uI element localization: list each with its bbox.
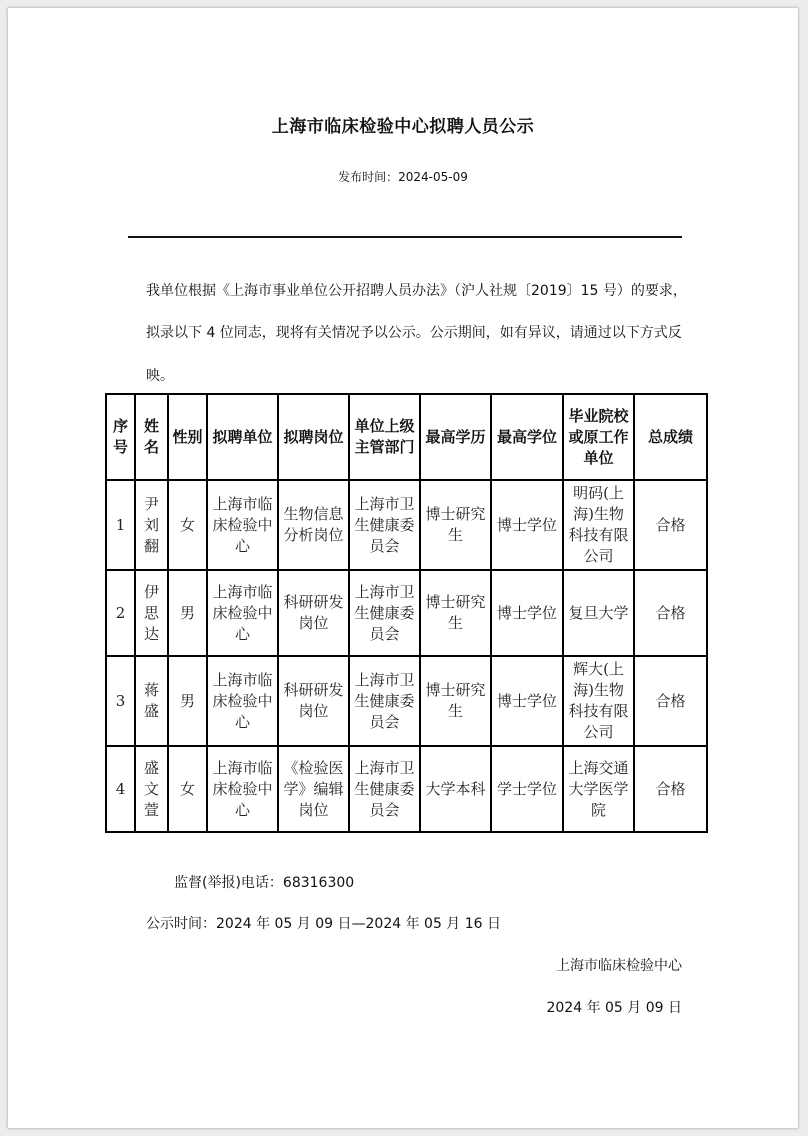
cell-gender: 男 xyxy=(168,656,207,746)
cell-no: 2 xyxy=(106,570,135,656)
header-no: 序号 xyxy=(106,394,135,480)
cell-degree: 学士学位 xyxy=(491,746,563,832)
cell-education: 博士研究生 xyxy=(420,480,491,570)
cell-post: 科研研发岗位 xyxy=(278,656,349,746)
document-page xyxy=(8,8,798,1128)
cell-post: 《检验医学》编辑岗位 xyxy=(278,746,349,832)
cell-school: 辉大(上海)生物科技有限公司 xyxy=(563,656,634,746)
cell-education: 大学本科 xyxy=(420,746,491,832)
cell-no: 1 xyxy=(106,480,135,570)
cell-name: 蒋盛 xyxy=(135,656,168,746)
cell-gender: 男 xyxy=(168,570,207,656)
cell-score: 合格 xyxy=(634,746,707,832)
cell-name: 伊思达 xyxy=(135,570,168,656)
supervision-hotline: 监督(举报)电话：68316300 xyxy=(174,875,355,891)
table-row xyxy=(106,746,707,832)
cell-school: 上海交通大学医学院 xyxy=(563,746,634,832)
cell-unit: 上海市临床检验中心 xyxy=(207,570,278,656)
header-degree: 最高学位 xyxy=(491,394,563,480)
publish-date: 发布时间：2024-05-09 xyxy=(338,170,468,184)
cell-post: 科研研发岗位 xyxy=(278,570,349,656)
header-unit: 拟聘单位 xyxy=(207,394,278,480)
cell-degree: 博士学位 xyxy=(491,656,563,746)
table-row xyxy=(106,570,707,656)
cell-education: 博士研究生 xyxy=(420,656,491,746)
header-name: 姓名 xyxy=(135,394,168,480)
issue-date: 2024 年 05 月 09 日 xyxy=(546,1000,682,1016)
document-title: 上海市临床检验中心拟聘人员公示 xyxy=(271,117,535,137)
cell-gender: 女 xyxy=(168,480,207,570)
cell-dept: 上海市卫生健康委员会 xyxy=(349,746,420,832)
cell-degree: 博士学位 xyxy=(491,570,563,656)
cell-unit: 上海市临床检验中心 xyxy=(207,746,278,832)
table-header-row xyxy=(106,394,707,480)
cell-score: 合格 xyxy=(634,570,707,656)
candidate-table xyxy=(105,393,708,833)
cell-score: 合格 xyxy=(634,480,707,570)
cell-dept: 上海市卫生健康委员会 xyxy=(349,480,420,570)
title-divider xyxy=(128,236,682,238)
cell-school: 复旦大学 xyxy=(563,570,634,656)
cell-unit: 上海市临床检验中心 xyxy=(207,656,278,746)
intro-line-2: 拟录以下 4 位同志，现将有关情况予以公示。公示期间，如有异议，请通过以下方式反 xyxy=(146,325,682,341)
cell-name: 尹刘翻 xyxy=(135,480,168,570)
table-row xyxy=(106,480,707,570)
publicity-period: 公示时间：2024 年 05 月 09 日—2024 年 05 月 16 日 xyxy=(146,916,502,932)
cell-no: 3 xyxy=(106,656,135,746)
cell-no: 4 xyxy=(106,746,135,832)
header-school: 毕业院校或原工作单位 xyxy=(563,394,634,480)
cell-name: 盛文萱 xyxy=(135,746,168,832)
header-score: 总成绩 xyxy=(634,394,707,480)
cell-post: 生物信息分析岗位 xyxy=(278,480,349,570)
issuing-organization: 上海市临床检验中心 xyxy=(556,958,682,974)
cell-education: 博士研究生 xyxy=(420,570,491,656)
header-dept: 单位上级主管部门 xyxy=(349,394,420,480)
table-row xyxy=(106,656,707,746)
header-education: 最高学历 xyxy=(420,394,491,480)
cell-dept: 上海市卫生健康委员会 xyxy=(349,570,420,656)
cell-unit: 上海市临床检验中心 xyxy=(207,480,278,570)
intro-line-1: 我单位根据《上海市事业单位公开招聘人员办法》（沪人社规〔2019〕15 号）的要求， xyxy=(146,283,687,299)
intro-line-3: 映。 xyxy=(146,368,174,384)
header-post: 拟聘岗位 xyxy=(278,394,349,480)
cell-school: 明码(上海)生物科技有限公司 xyxy=(563,480,634,570)
cell-degree: 博士学位 xyxy=(491,480,563,570)
cell-gender: 女 xyxy=(168,746,207,832)
cell-score: 合格 xyxy=(634,656,707,746)
header-gender: 性别 xyxy=(168,394,207,480)
cell-dept: 上海市卫生健康委员会 xyxy=(349,656,420,746)
